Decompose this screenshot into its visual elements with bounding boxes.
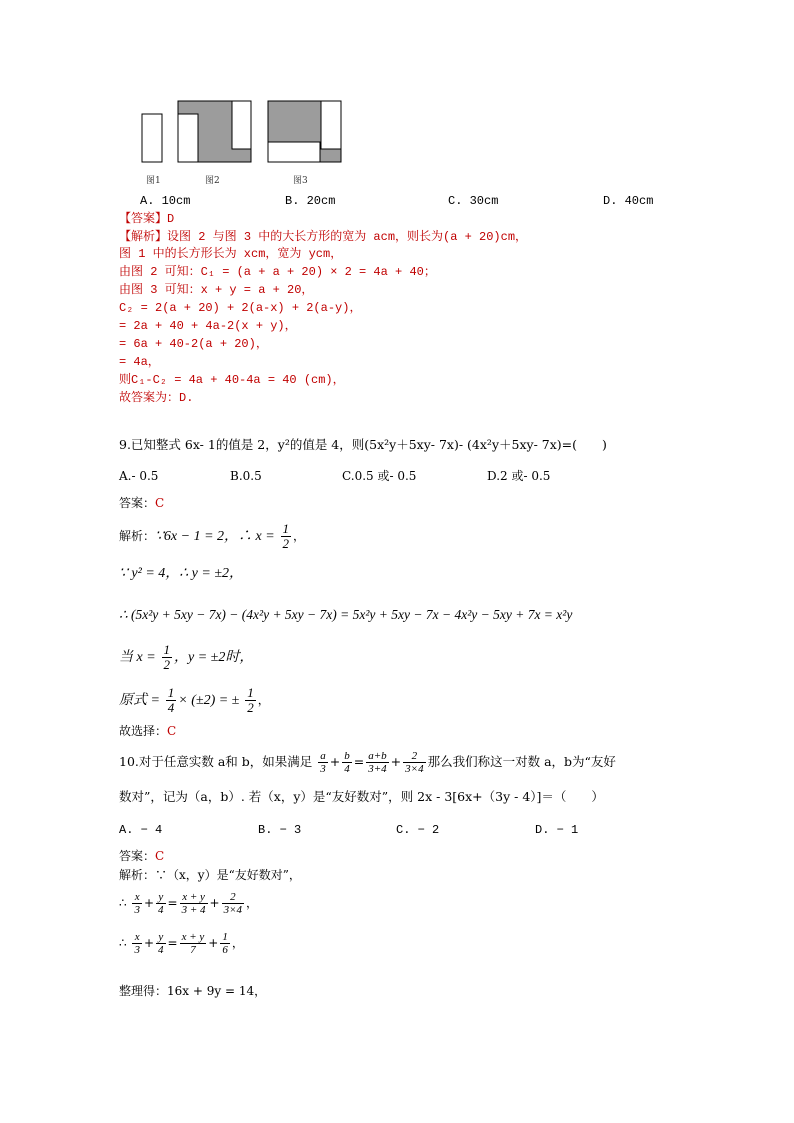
frac-den: 4: [167, 700, 175, 715]
q9-l1-text: ∵6x − 1 = 2，∴ x =: [155, 529, 275, 544]
frac-den: 3×4: [223, 904, 243, 916]
q9-frac-half-3: [245, 686, 256, 715]
q9-analysis-line-5: 原式 = $\frac{1}{4}$ × (±2) = ± $\frac{1}{2}$ ，: [119, 685, 270, 715]
frac-num: a+b: [368, 750, 387, 762]
q10-stem-line-2: 数对”，记为（a，b）. 若（x，y）是“友好数对”，则 2x - 3[6x+（3y - 4）]＝（ ）: [119, 789, 604, 804]
q10-analysis-line-1: [119, 867, 301, 883]
q8-answer-tag: 【答案】: [119, 211, 168, 225]
frac-den: 2: [282, 536, 290, 551]
q9-analysis-line-3: ∴ (5x²y + 5xy − 7x) − (4x²y + 5xy − 7x) = 5x²y + 5xy − 7x − 4x²y − 5xy + 7x = x²y: [119, 607, 573, 622]
q9-answer: C: [155, 496, 165, 510]
frac-den: 3+4: [368, 763, 387, 775]
frac-den: 3: [134, 904, 140, 916]
q10-frac-y4-2: [156, 931, 166, 956]
frac-num: a: [320, 750, 326, 762]
fig2-small-right: [232, 101, 251, 149]
q10-answer-line: [119, 848, 164, 864]
q10-answer-label: 答案：: [119, 849, 156, 863]
q10-analysis-line-3: ∴ $\frac{x}{3}$ + $\frac{y}{4}$ = $\frac{x + y}{7}$ + $\frac{1}{6}$ ，: [119, 931, 244, 956]
frac-num: x: [132, 891, 142, 904]
fig2-label: 图2: [205, 176, 220, 186]
q8-analysis-line-3: 由图 2 可知：C₁ = (a + a + 20) × 2 = 4a + 40；: [119, 265, 436, 279]
q9-analysis-label: 解析：: [119, 529, 156, 543]
q10-analysis-line-2: ∴ $\frac{x}{3}$ + $\frac{y}{4}$ = $\frac{x + y}{3 + 4}$ + $\frac{2}{3\times 4}$ ，: [119, 891, 259, 916]
frac-num: 2: [403, 750, 425, 763]
q8-option-c: C. 30cm: [448, 194, 499, 208]
fig1-label: 图1: [146, 176, 161, 186]
q10-analysis-line-4: 整理得：16x + 9y = 14，: [119, 984, 267, 998]
q8-analysis-tag: 【解析】: [119, 229, 168, 243]
frac-num: 1: [222, 931, 228, 943]
q10-frac-x3: [132, 891, 142, 916]
q10-l1: ∵（x，y）是“友好数对”，: [155, 868, 301, 882]
fig3-label: 图3: [293, 176, 308, 186]
frac-num: x: [132, 931, 142, 944]
q8-option-a: A. 10cm: [140, 194, 191, 208]
q9-answer-line: [119, 495, 164, 511]
q10-frac-two-2: [222, 891, 244, 916]
q10-stem-b: 那么我们称这一对数 a，b为“友好: [427, 754, 616, 769]
q8-analysis-text-1: 设图 2 与图 3 中的大长方形的宽为 acm，则长为(a + 20)cm，: [167, 230, 528, 244]
q10-frac-a3: [318, 750, 328, 775]
q10-frac-ab: [366, 750, 388, 775]
q10-frac-x3-2: [132, 931, 142, 956]
q9-l5-mid: × (±2) = ±: [178, 693, 240, 708]
q9-l4-prefix: 当 x =: [119, 650, 156, 665]
q10-frac-two: [403, 750, 425, 775]
frac-num: y: [156, 931, 166, 944]
q9-frac-half: [281, 522, 292, 551]
q8-option-b: B. 20cm: [285, 194, 336, 208]
q10-answer: C: [155, 849, 165, 863]
frac-num: 1: [163, 642, 170, 657]
frac-den: 3: [134, 944, 140, 956]
q8-option-d: D. 40cm: [603, 194, 654, 208]
fig3-small-right: [321, 101, 341, 149]
q9-l5-prefix: 原式 =: [119, 693, 160, 708]
q9-stem: 9.已知整式 6x- 1的值是 2，y²的值是 4，则(5x²y＋5xy- 7x)- (4x²y＋5xy- 7x)=( ): [119, 437, 607, 452]
frac-num: 1: [167, 685, 175, 700]
q8-answer: D: [167, 212, 175, 226]
q10-frac-y4: [156, 891, 166, 916]
frac-den: 3 + 4: [181, 904, 206, 916]
q9-conclude-label: 故选择：: [119, 724, 168, 738]
q10-stem-line-1: 10.对于任意实数 a和 b，如果满足 $\frac{a}{3}$ + $\frac{b}{4}$ = $\frac{a+b}{3+4}$ + $\frac{2}{3\times 4}$ 那么我们称这一对数 a，b为“友好: [119, 750, 616, 775]
q9-frac-quarter: [166, 686, 177, 715]
frac-num: x + y: [181, 931, 205, 943]
q9-option-d: D.2 或- 0.5: [487, 469, 551, 483]
q8-analysis-line-8: = 4a，: [119, 355, 160, 369]
q9-analysis-line-4: [119, 643, 253, 672]
frac-num: 1: [247, 685, 254, 700]
q9-conclude-answer: C: [167, 724, 177, 738]
frac-den: 3: [320, 763, 326, 775]
frac-den: 2: [163, 657, 170, 672]
frac-den: 4: [158, 904, 164, 916]
frac-num: 2: [222, 891, 244, 904]
q8-analysis-line-10: 故答案为：D.: [119, 391, 194, 405]
q8-answer-line: [119, 210, 174, 227]
q10-frac-b4: [342, 750, 352, 775]
q10-frac-xy34: [180, 891, 208, 916]
q8-analysis-line-2: 图 1 中的长方形长为 xcm，宽为 ycm，: [119, 247, 343, 261]
q8-analysis-line-6: = 2a + 40 + 4a-2(x + y)，: [119, 319, 297, 333]
q8-analysis-line-5: C₂ = 2(a + 20) + 2(a-x) + 2(a-y)，: [119, 301, 362, 315]
fig1-rect: [142, 114, 162, 162]
fig3-small-bottom: [268, 142, 320, 162]
frac-den: 3×4: [405, 763, 424, 775]
q10-analysis-label: 解析：: [119, 868, 156, 882]
figure-drawing: [140, 100, 350, 166]
frac-num: y: [156, 891, 166, 904]
frac-den: 4: [158, 944, 164, 956]
q8-analysis-line-1: [119, 228, 527, 245]
frac-num: 1: [282, 521, 290, 536]
q9-analysis-line-1: 解析：∵6x − 1 = 2，∴ x = $\frac{1}{2}$ ，: [119, 521, 306, 551]
therefore-symbol: ∴: [119, 936, 127, 950]
q8-analysis-line-9: 则C₁-C₂ = 4a + 40-4a = 40 (cm)，: [119, 373, 345, 387]
q9-frac-half-2: [162, 643, 173, 672]
frac-den: 4: [344, 763, 350, 775]
q10-option-c: C. − 2: [396, 823, 440, 837]
fig2-small-left: [178, 114, 198, 162]
q8-analysis-line-4: 由图 3 可知：x + y = a + 20，: [119, 283, 314, 297]
q9-option-a: A.- 0.5: [119, 469, 159, 483]
q9-option-b: B.0.5: [230, 469, 262, 483]
q9-option-c: C.0.5 或- 0.5: [342, 469, 417, 483]
therefore-symbol: ∴: [119, 896, 127, 910]
q10-stem-a: 10.对于任意实数 a和 b，如果满足: [119, 754, 313, 769]
frac-num: x + y: [180, 891, 208, 904]
q10-frac-xy7: [180, 931, 207, 956]
q10-option-a: A. − 4: [119, 823, 163, 837]
q9-conclusion: [119, 723, 176, 739]
frac-den: 6: [222, 944, 228, 956]
q8-analysis-line-7: = 6a + 40-2(a + 20)，: [119, 337, 268, 351]
q10-option-d: D. − 1: [535, 823, 579, 837]
q9-answer-label: 答案：: [119, 496, 156, 510]
q9-l4-suffix: ，y = ±2时，: [174, 650, 254, 665]
q10-option-b: B. − 3: [258, 823, 302, 837]
q10-frac-sixth: [220, 931, 230, 956]
frac-den: 2: [247, 700, 254, 715]
q9-analysis-line-2: ∵ y² = 4，∴ y = ±2，: [119, 566, 244, 581]
frac-den: 7: [190, 944, 196, 956]
frac-num: b: [344, 750, 350, 762]
